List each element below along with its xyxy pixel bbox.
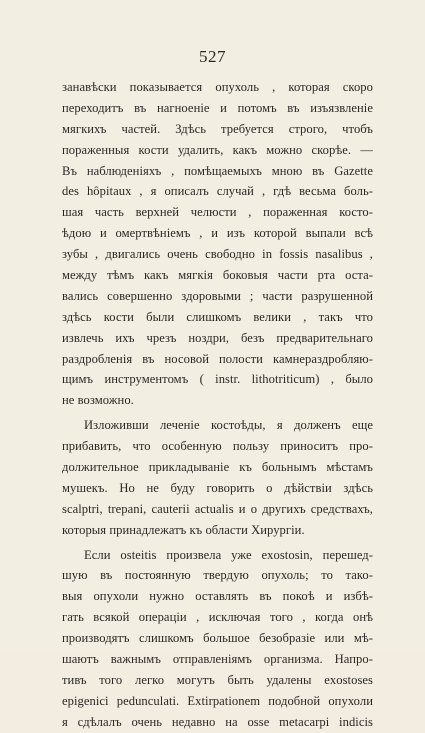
text-line: шая часть верхней челюсти , пораженная косто- bbox=[62, 205, 373, 220]
text-line: мягкихъ частей. Здѣсь требуется строго, чтобъ bbox=[62, 121, 373, 136]
paragraph bbox=[62, 77, 373, 411]
text-line: вались совершенно здоровыми ; части разрушенной bbox=[62, 288, 373, 303]
text-line: не возможно. bbox=[62, 393, 134, 408]
text-line: которыя принадлежатъ къ области Хирургіи. bbox=[62, 522, 305, 537]
text-line: scalptri, trepani, cauterii actualis и о другихъ средствахъ, bbox=[62, 501, 373, 516]
text-line: прибавить, что особенную пользу приноситъ про- bbox=[62, 439, 373, 454]
text-line: Изложивши леченіе костоѣды, я долженъ еще bbox=[84, 418, 373, 433]
text-line: переходитъ въ нагноеніе и потомъ въ изъязвленіе bbox=[62, 100, 373, 115]
text-line: шую въ постоянную твердую опухоль; то тако- bbox=[62, 568, 373, 583]
text-line: занавѣски показывается опухоль , которая скоро bbox=[62, 80, 373, 94]
text-line: между тѣмъ какъ мягкія боковыя части рта оста- bbox=[62, 268, 373, 283]
body-text bbox=[62, 77, 373, 733]
text-line: ѣдою и омертвѣніемъ , и изъ которой выпали всѣ bbox=[62, 226, 373, 241]
text-line: производятъ слишкомъ большое безобразіе или мѣ- bbox=[62, 631, 373, 646]
text-line: извлечь ихъ чрезъ ноздри, безъ предварительнаго bbox=[62, 330, 373, 345]
paragraph bbox=[62, 545, 373, 733]
text-line: зубы , двигались очень свободно in fossis nasalibus , bbox=[62, 247, 373, 262]
text-line: должительное прикладываніе къ больнымъ мѣстамъ bbox=[62, 460, 373, 475]
text-line: щимъ инструментомъ ( instr. lithotriticum) , было bbox=[62, 372, 373, 387]
text-line: шаютъ важнымъ отправленіямъ организма. Напро- bbox=[62, 652, 373, 667]
paragraph bbox=[62, 415, 373, 540]
text-line: Если osteitis произвела уже exostosin, перешед- bbox=[84, 547, 373, 562]
text-line: выя опухоли нужно оставлять въ покоѣ и избѣ- bbox=[62, 589, 373, 604]
text-line: я сдѣлалъ очень недавно на osse metacarpi indicis bbox=[62, 714, 373, 729]
text-line: раздробленія въ носовой полости камнераздробляю- bbox=[62, 351, 373, 366]
text-line: гать всякой операціи , исключая того , когда онѣ bbox=[62, 610, 373, 625]
page-number: 527 bbox=[199, 47, 226, 66]
text-line: здѣсь кости были слишкомъ велики , такъ что bbox=[62, 309, 373, 324]
text-line: мушекъ. Но не буду говорить о дѣйствіи здѣсь bbox=[62, 480, 373, 495]
text-line: тивъ того легко могутъ быть удалены exostoses bbox=[62, 672, 373, 687]
text-line: Въ наблюденіяхъ , помѣщаемыхъ мною въ Gazette bbox=[62, 163, 373, 178]
text-line: epigenici pedunculati. Extirpationem подобной опухоли bbox=[62, 693, 373, 708]
text-line: пораженныя кости удалить, какъ можно скорѣе. — bbox=[62, 142, 373, 157]
text-line: des hôpitaux , я описалъ случай , гдѣ весьма боль- bbox=[62, 184, 373, 199]
